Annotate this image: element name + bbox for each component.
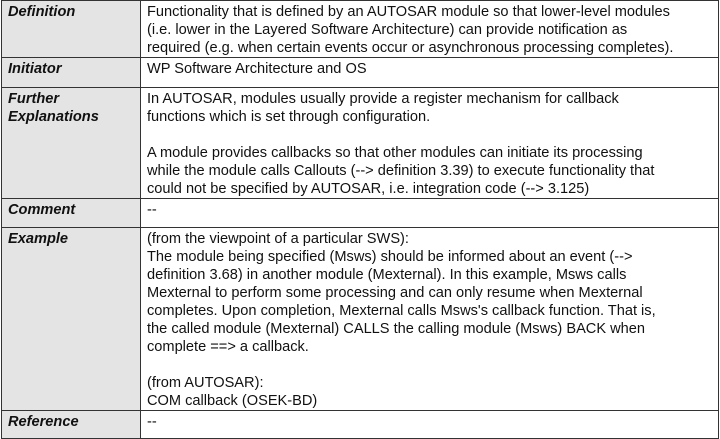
- label-text: Reference: [8, 414, 79, 430]
- table-row-comment: [2, 199, 719, 228]
- row-label: [2, 228, 141, 411]
- label-text: Explanations: [8, 109, 99, 125]
- content-line: (i.e. lower in the Layered Software Architecture) can provide notification as: [147, 22, 628, 38]
- content-line: The module being specified (Msws) should be informed about an event (-->: [147, 249, 633, 265]
- label-text: Further: [8, 91, 60, 107]
- row-content: [141, 58, 719, 88]
- content-line: could not be specified by AUTOSAR, i.e. integration code (--> 3.125): [147, 181, 590, 197]
- content-line: A module provides callbacks so that other modules can initiate its processing: [147, 145, 643, 161]
- content-line: In AUTOSAR, modules usually provide a register mechanism for callback: [147, 91, 619, 107]
- label-text: Initiator: [8, 61, 62, 77]
- label-text: Comment: [8, 202, 76, 218]
- row-label: [2, 199, 141, 228]
- row-label: [2, 1, 141, 58]
- table-row-further-explanations: [2, 88, 719, 199]
- content-line: required (e.g. when certain events occur or asynchronous processing completes).: [147, 40, 674, 56]
- content-line: Functionality that is defined by an AUTOSAR module so that lower-level modules: [147, 4, 670, 20]
- row-content: [141, 411, 719, 439]
- content-line: definition 3.68) in another module (Mexternal). In this example, Msws calls: [147, 267, 627, 283]
- content-line: (from AUTOSAR):: [147, 375, 264, 391]
- row-label: [2, 58, 141, 88]
- definition-table: [1, 0, 719, 439]
- content-line: (from the viewpoint of a particular SWS):: [147, 231, 409, 247]
- content-line: [147, 356, 712, 374]
- content-line: while the module calls Callouts (--> definition 3.39) to execute functionality that: [147, 163, 655, 179]
- table-row-reference: [2, 411, 719, 439]
- content-line: COM callback (OSEK-BD): [147, 393, 318, 409]
- content-line: complete ==> a callback.: [147, 339, 309, 355]
- row-content: [141, 199, 719, 228]
- table-row-definition: [2, 1, 719, 58]
- content-line: the called module (Mexternal) CALLS the calling module (Msws) BACK when: [147, 321, 646, 337]
- table-row-example: [2, 228, 719, 411]
- row-label: [2, 88, 141, 199]
- content-line: [147, 126, 712, 144]
- label-text: Definition: [8, 4, 76, 20]
- content-line: functions which is set through configuration.: [147, 109, 431, 125]
- row-content: [141, 88, 719, 199]
- table-row-initiator: [2, 58, 719, 88]
- content-line: Mexternal to perform some processing and can only resume when Mexternal: [147, 285, 643, 301]
- label-text: Example: [8, 231, 69, 247]
- content-line: --: [147, 414, 157, 430]
- row-content: [141, 228, 719, 411]
- content-line: WP Software Architecture and OS: [147, 61, 367, 77]
- row-label: [2, 411, 141, 439]
- content-line: --: [147, 202, 157, 218]
- row-content: [141, 1, 719, 58]
- content-line: completes. Upon completion, Mexternal calls Msws's callback function. That is,: [147, 303, 656, 319]
